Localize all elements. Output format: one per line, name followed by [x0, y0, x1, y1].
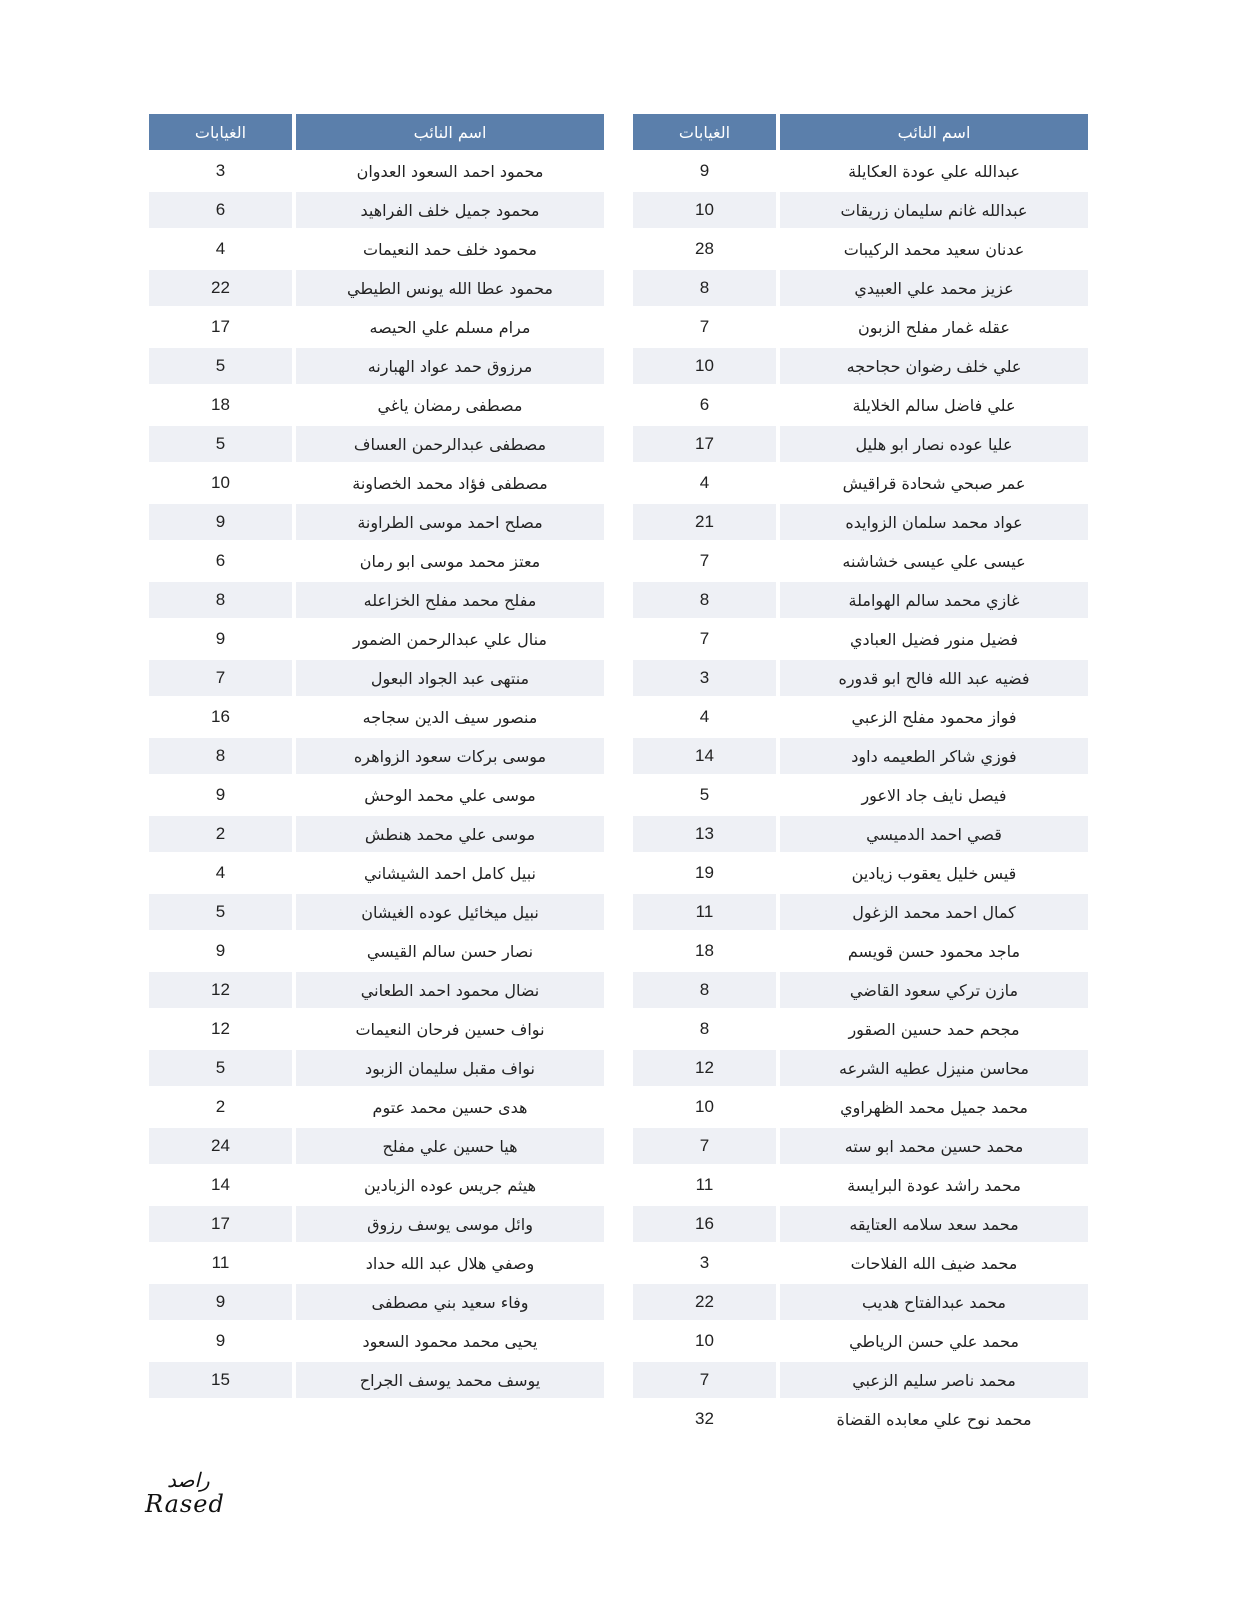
member-name-cell: نبيل ميخائيل عوده الغيشان [296, 894, 604, 930]
absences-count-cell: 9 [149, 1284, 292, 1320]
member-name-cell: عبدالله غانم سليمان زريقات [780, 192, 1088, 228]
table-row [149, 1323, 604, 1359]
absences-count-cell: 7 [633, 1362, 776, 1398]
table-row [149, 1206, 604, 1242]
absences-count-cell: 8 [149, 582, 292, 618]
table-row [149, 660, 604, 696]
absences-count-cell: 3 [633, 1245, 776, 1281]
absences-count-cell: 17 [633, 426, 776, 462]
member-name-cell: محمد عبدالفتاح هديب [780, 1284, 1088, 1320]
table-row [149, 1284, 604, 1320]
table-row [633, 231, 1088, 267]
member-name-cell: هدى حسين محمد عتوم [296, 1089, 604, 1125]
absences-count-cell: 10 [633, 348, 776, 384]
table-row [633, 699, 1088, 735]
absences-count-cell: 13 [633, 816, 776, 852]
member-name-cell: فواز محمود مفلح الزعبي [780, 699, 1088, 735]
table-row [149, 504, 604, 540]
table-row [633, 465, 1088, 501]
member-name-cell: مازن تركي سعود القاضي [780, 972, 1088, 1008]
absences-count-cell: 11 [149, 1245, 292, 1281]
table-row [633, 582, 1088, 618]
table-row [149, 972, 604, 1008]
member-name-cell: نواف حسين فرحان النعيمات [296, 1011, 604, 1047]
table-row [633, 1011, 1088, 1047]
table-row [633, 972, 1088, 1008]
member-name-cell: مصطفى عبدالرحمن العساف [296, 426, 604, 462]
absences-count-cell: 14 [633, 738, 776, 774]
absences-count-cell: 6 [149, 543, 292, 579]
absences-count-cell: 11 [633, 894, 776, 930]
member-name-cell: عليا عوده نصار ابو هليل [780, 426, 1088, 462]
member-name-cell: نبيل كامل احمد الشيشاني [296, 855, 604, 891]
table-row [633, 660, 1088, 696]
absences-count-cell: 4 [149, 855, 292, 891]
table-row [149, 348, 604, 384]
member-name-cell: نواف مقبل سليمان الزبود [296, 1050, 604, 1086]
absences-count-cell: 6 [149, 192, 292, 228]
absences-count-cell: 5 [149, 894, 292, 930]
table-row [149, 738, 604, 774]
member-name-cell: وفاء سعيد بني مصطفى [296, 1284, 604, 1320]
member-name-cell: هيثم جريس عوده الزبادين [296, 1167, 604, 1203]
header-name: اسم النائب [780, 114, 1088, 150]
table-header-row [633, 114, 1088, 150]
member-name-cell: عزيز محمد علي العبيدي [780, 270, 1088, 306]
member-name-cell: محمد علي حسن الرياطي [780, 1323, 1088, 1359]
member-name-cell: محاسن منيزل عطيه الشرعه [780, 1050, 1088, 1086]
table-row [149, 153, 604, 189]
absences-count-cell: 9 [149, 504, 292, 540]
absences-count-cell: 9 [149, 777, 292, 813]
table-row [633, 504, 1088, 540]
absences-count-cell: 9 [149, 1323, 292, 1359]
table-row [149, 231, 604, 267]
member-name-cell: منتهى عبد الجواد البعول [296, 660, 604, 696]
rased-logo [145, 1468, 255, 1528]
member-name-cell: محمد راشد عودة البرايسة [780, 1167, 1088, 1203]
member-name-cell: موسى علي محمد هنطش [296, 816, 604, 852]
table-row [149, 1128, 604, 1164]
table-row [633, 816, 1088, 852]
member-name-cell: منصور سيف الدين سجاجه [296, 699, 604, 735]
absences-count-cell: 5 [149, 1050, 292, 1086]
table-row [633, 348, 1088, 384]
member-name-cell: علي فاضل سالم الخلايلة [780, 387, 1088, 423]
member-name-cell: عبدالله علي عودة العكايلة [780, 153, 1088, 189]
member-name-cell: مجحم حمد حسين الصقور [780, 1011, 1088, 1047]
member-name-cell: وصفي هلال عبد الله حداد [296, 1245, 604, 1281]
absences-table-left [145, 111, 608, 1440]
table-row [149, 1362, 604, 1398]
table-row [633, 1245, 1088, 1281]
absences-count-cell: 11 [633, 1167, 776, 1203]
absences-count-cell: 7 [633, 1128, 776, 1164]
table-row [633, 738, 1088, 774]
table-row [633, 894, 1088, 930]
absences-count-cell: 5 [149, 348, 292, 384]
member-name-cell: موسى بركات سعود الزواهره [296, 738, 604, 774]
absences-count-cell: 3 [149, 153, 292, 189]
header-absences: الغيابات [633, 114, 776, 150]
table-row [149, 894, 604, 930]
table-row [149, 426, 604, 462]
table-row [633, 1089, 1088, 1125]
absences-count-cell: 7 [633, 621, 776, 657]
member-name-cell: قصي احمد الدميسي [780, 816, 1088, 852]
member-name-cell: مفلح محمد مفلح الخزاعله [296, 582, 604, 618]
table-row [149, 1050, 604, 1086]
absences-count-cell: 28 [633, 231, 776, 267]
member-name-cell: مرام مسلم علي الحيصه [296, 309, 604, 345]
member-name-cell: معتز محمد موسى ابو رمان [296, 543, 604, 579]
absences-count-cell: 16 [149, 699, 292, 735]
table-row [149, 933, 604, 969]
table-header-row [149, 114, 604, 150]
member-name-cell: نضال محمود احمد الطعاني [296, 972, 604, 1008]
table-row [633, 1206, 1088, 1242]
member-name-cell: محمود احمد السعود العدوان [296, 153, 604, 189]
member-name-cell: محمد حسين محمد ابو سته [780, 1128, 1088, 1164]
absences-count-cell: 10 [633, 1089, 776, 1125]
absences-count-cell: 14 [149, 1167, 292, 1203]
member-name-cell: محمد جميل محمد الظهراوي [780, 1089, 1088, 1125]
table-row [149, 1089, 604, 1125]
table-row [633, 1050, 1088, 1086]
absences-count-cell: 7 [149, 660, 292, 696]
absences-count-cell: 2 [149, 1089, 292, 1125]
member-name-cell: محمد ضيف الله الفلاحات [780, 1245, 1088, 1281]
member-name-cell: مصطفى رمضان ياغي [296, 387, 604, 423]
logo-arabic-text: راصد [167, 1468, 210, 1492]
absences-count-cell: 7 [633, 309, 776, 345]
table-row [149, 582, 604, 618]
member-name-cell: منال علي عبدالرحمن الضمور [296, 621, 604, 657]
table-row [149, 855, 604, 891]
member-name-cell: فضيل منور فضيل العبادي [780, 621, 1088, 657]
table-row [149, 1011, 604, 1047]
member-name-cell: عقله غمار مفلح الزبون [780, 309, 1088, 345]
absences-count-cell: 22 [149, 270, 292, 306]
member-name-cell: عمر صبحي شحادة قراقيش [780, 465, 1088, 501]
absences-count-cell: 10 [633, 192, 776, 228]
absences-count-cell: 16 [633, 1206, 776, 1242]
absences-count-cell: 21 [633, 504, 776, 540]
table-row [633, 1401, 1088, 1437]
member-name-cell: يوسف محمد يوسف الجراح [296, 1362, 604, 1398]
absences-count-cell: 8 [633, 270, 776, 306]
member-name-cell: كمال احمد محمد الزغول [780, 894, 1088, 930]
absences-count-cell: 5 [149, 426, 292, 462]
member-name-cell: محمود جميل خلف الفراهيد [296, 192, 604, 228]
table-row [633, 855, 1088, 891]
absences-count-cell: 18 [633, 933, 776, 969]
member-name-cell: علي خلف رضوان حجاحجه [780, 348, 1088, 384]
table-row [633, 426, 1088, 462]
member-name-cell: محمود عطا الله يونس الطيطي [296, 270, 604, 306]
member-name-cell: محمود خلف حمد النعيمات [296, 231, 604, 267]
member-name-cell: ماجد محمود حسن قويسم [780, 933, 1088, 969]
absences-count-cell: 9 [149, 621, 292, 657]
member-name-cell: فوزي شاكر الطعيمه داود [780, 738, 1088, 774]
absences-count-cell: 8 [633, 582, 776, 618]
table-row [633, 153, 1088, 189]
table-row [633, 309, 1088, 345]
absences-count-cell: 12 [149, 1011, 292, 1047]
member-name-cell: غازي محمد سالم الهواملة [780, 582, 1088, 618]
absences-count-cell: 10 [149, 465, 292, 501]
table-row [149, 816, 604, 852]
member-name-cell: محمد نوح علي معابده القضاة [780, 1401, 1088, 1437]
absences-table-right [629, 111, 1092, 1440]
header-absences: الغيابات [149, 114, 292, 150]
absences-count-cell: 9 [633, 153, 776, 189]
absences-count-cell: 3 [633, 660, 776, 696]
absences-count-cell: 24 [149, 1128, 292, 1164]
absences-count-cell: 8 [149, 738, 292, 774]
member-name-cell: موسى علي محمد الوحش [296, 777, 604, 813]
member-name-cell [296, 1401, 604, 1437]
table-row [633, 543, 1088, 579]
absences-count-cell: 8 [633, 972, 776, 1008]
absences-count-cell: 19 [633, 855, 776, 891]
table-row [633, 387, 1088, 423]
member-name-cell: قيس خليل يعقوب زيادين [780, 855, 1088, 891]
table-row [149, 465, 604, 501]
table-row [149, 1245, 604, 1281]
table-row [149, 192, 604, 228]
absences-count-cell: 6 [633, 387, 776, 423]
header-name: اسم النائب [296, 114, 604, 150]
absences-count-cell: 2 [149, 816, 292, 852]
absences-count-cell: 10 [633, 1323, 776, 1359]
member-name-cell: فيصل نايف جاد الاعور [780, 777, 1088, 813]
absences-count-cell: 12 [633, 1050, 776, 1086]
absences-count-cell: 4 [633, 699, 776, 735]
table-row [149, 699, 604, 735]
member-name-cell: مصطفى فؤاد محمد الخصاونة [296, 465, 604, 501]
table-row [633, 192, 1088, 228]
member-name-cell: هيا حسين علي مفلح [296, 1128, 604, 1164]
table-row [633, 777, 1088, 813]
absences-count-cell: 12 [149, 972, 292, 1008]
absences-count-cell: 4 [149, 231, 292, 267]
absences-count-cell: 18 [149, 387, 292, 423]
member-name-cell: وائل موسى يوسف رزوق [296, 1206, 604, 1242]
member-name-cell: نصار حسن سالم القيسي [296, 933, 604, 969]
member-name-cell: محمد ناصر سليم الزعبي [780, 1362, 1088, 1398]
absences-count-cell: 8 [633, 1011, 776, 1047]
table-row [633, 1128, 1088, 1164]
member-name-cell: عدنان سعيد محمد الركيبات [780, 231, 1088, 267]
table-row [149, 270, 604, 306]
absences-count-cell: 22 [633, 1284, 776, 1320]
absences-count-cell: 17 [149, 309, 292, 345]
member-name-cell: محمد سعد سلامه العتايقه [780, 1206, 1088, 1242]
absences-count-cell: 15 [149, 1362, 292, 1398]
table-row [633, 1284, 1088, 1320]
member-name-cell: فضيه عبد الله فالح ابو قدوره [780, 660, 1088, 696]
member-name-cell: عيسى علي عيسى خشاشنه [780, 543, 1088, 579]
absences-count-cell: 5 [633, 777, 776, 813]
table-row [149, 309, 604, 345]
absences-count-cell: 4 [633, 465, 776, 501]
table-row [149, 387, 604, 423]
member-name-cell: يحيى محمد محمود السعود [296, 1323, 604, 1359]
table-row [633, 1323, 1088, 1359]
table-row [633, 933, 1088, 969]
logo-latin-text: Rased [145, 1490, 225, 1518]
absences-count-cell: 32 [633, 1401, 776, 1437]
table-row [149, 1167, 604, 1203]
absences-count-cell: 17 [149, 1206, 292, 1242]
member-name-cell: مصلح احمد موسى الطراونة [296, 504, 604, 540]
table-row [149, 1401, 604, 1437]
member-name-cell: عواد محمد سلمان الزوايده [780, 504, 1088, 540]
absences-count-cell [149, 1401, 292, 1437]
absences-count-cell: 7 [633, 543, 776, 579]
member-name-cell: مرزوق حمد عواد الهبارنه [296, 348, 604, 384]
table-row [633, 621, 1088, 657]
table-row [633, 270, 1088, 306]
absences-count-cell: 9 [149, 933, 292, 969]
table-row [149, 621, 604, 657]
table-row [633, 1167, 1088, 1203]
table-row [149, 777, 604, 813]
table-row [633, 1362, 1088, 1398]
table-row [149, 543, 604, 579]
